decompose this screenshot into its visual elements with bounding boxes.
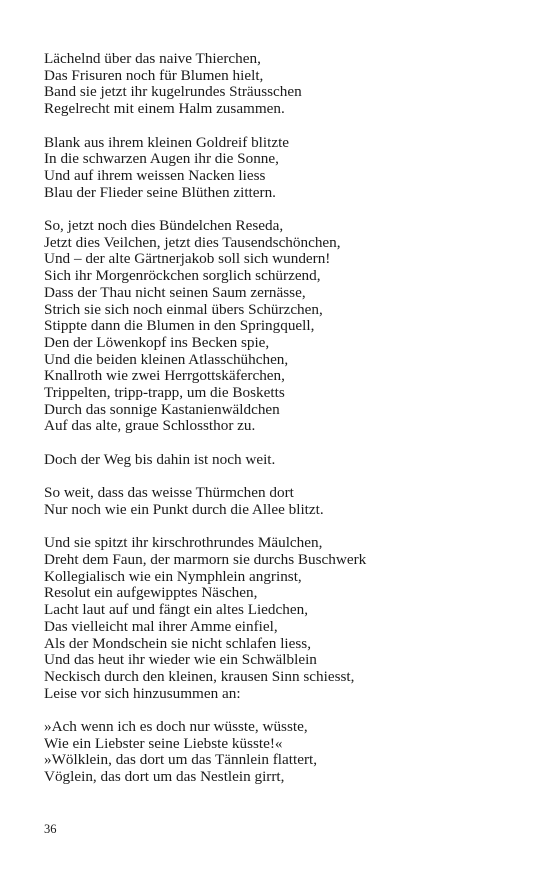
poem-line: Doch der Weg bis dahin ist noch weit. xyxy=(44,450,276,468)
poem-line: Und sie spitzt ihr kirschrothrundes Mäulchen, xyxy=(44,534,323,552)
poem-line: Blau der Flieder seine Blüthen zittern. xyxy=(44,183,276,201)
poem-line: Trippelten, tripp-trapp, um die Bosketts xyxy=(44,384,285,402)
poem-line: Sich ihr Morgenröckchen sorglich schürzend, xyxy=(44,267,321,285)
poem-line: Neckisch durch den kleinen, krausen Sinn schiesst, xyxy=(44,667,355,685)
poem-line: Und das heut ihr wieder wie ein Schwälblein xyxy=(44,651,317,669)
stanza-5 xyxy=(44,485,514,518)
poem-line: Auf das alte, graue Schlossthor zu. xyxy=(44,417,256,435)
poem-line: Band sie jetzt ihr kugelrundes Sträusschen xyxy=(44,83,302,101)
poem-line: Jetzt dies Veilchen, jetzt dies Tausendschönchen, xyxy=(44,233,341,251)
poem-line: Lacht laut auf und fängt ein altes Liedchen, xyxy=(44,601,308,619)
poem-line: Strich sie sich noch einmal übers Schürzchen, xyxy=(44,300,323,318)
poem-line: Knallroth wie zwei Herrgottskäferchen, xyxy=(44,367,285,385)
poem-line: Dass der Thau nicht seinen Saum zernässe, xyxy=(44,283,306,301)
poem-line: Und – der alte Gärtnerjakob soll sich wundern! xyxy=(44,250,331,268)
poem-line: Dreht dem Faun, der marmorn sie durchs Buschwerk xyxy=(44,551,367,569)
poem-line: Wie ein Liebster seine Liebste küsste!« xyxy=(44,734,283,752)
poem-line: Das vielleicht mal ihrer Amme einfiel, xyxy=(44,617,278,635)
poem-line: Blank aus ihrem kleinen Goldreif blitzte xyxy=(44,133,290,151)
poem-text xyxy=(44,51,514,803)
poem-line: Und die beiden kleinen Atlasschühchen, xyxy=(44,350,289,368)
poem-line: Lächelnd über das naive Thierchen, xyxy=(44,50,261,67)
poem-line: Regelrecht mit einem Halm zusammen. xyxy=(44,100,285,118)
stanza-7 xyxy=(44,719,514,786)
poem-line: Resolut ein aufgewipptes Näschen, xyxy=(44,584,258,602)
page-number: 36 xyxy=(44,822,57,836)
poem-line: Nur noch wie ein Punkt durch die Allee blitzt. xyxy=(44,500,324,518)
poem-line: Das Frisuren noch für Blumen hielt, xyxy=(44,66,264,84)
poem-line: So weit, dass das weisse Thürmchen dort xyxy=(44,484,294,502)
poem-line: Leise vor sich hinzusummen an: xyxy=(44,684,241,702)
stanza-3 xyxy=(44,218,514,435)
stanza-4 xyxy=(44,452,514,469)
poem-line: Durch das sonnige Kastanienwäldchen xyxy=(44,400,280,418)
stanza-2 xyxy=(44,135,514,202)
poem-line: In die schwarzen Augen ihr die Sonne, xyxy=(44,150,279,168)
poem-line: »Wölklein, das dort um das Tännlein flattert, xyxy=(44,751,318,769)
stanza-6 xyxy=(44,535,514,702)
poem-line: Stippte dann die Blumen in den Springquell, xyxy=(44,317,315,335)
poem-line: Vöglein, das dort um das Nestlein girrt, xyxy=(44,768,285,786)
poem-line: Als der Mondschein sie nicht schlafen liess, xyxy=(44,634,311,652)
poem-line: »Ach wenn ich es doch nur wüsste, wüsste, xyxy=(44,718,308,736)
poem-line: Den der Löwenkopf ins Becken spie, xyxy=(44,333,270,351)
stanza-1 xyxy=(44,51,514,118)
poem-line: Und auf ihrem weissen Nacken liess xyxy=(44,166,266,184)
poem-line: So, jetzt noch dies Bündelchen Reseda, xyxy=(44,217,284,234)
poem-line: Kollegialisch wie ein Nymphlein angrinst, xyxy=(44,567,302,585)
